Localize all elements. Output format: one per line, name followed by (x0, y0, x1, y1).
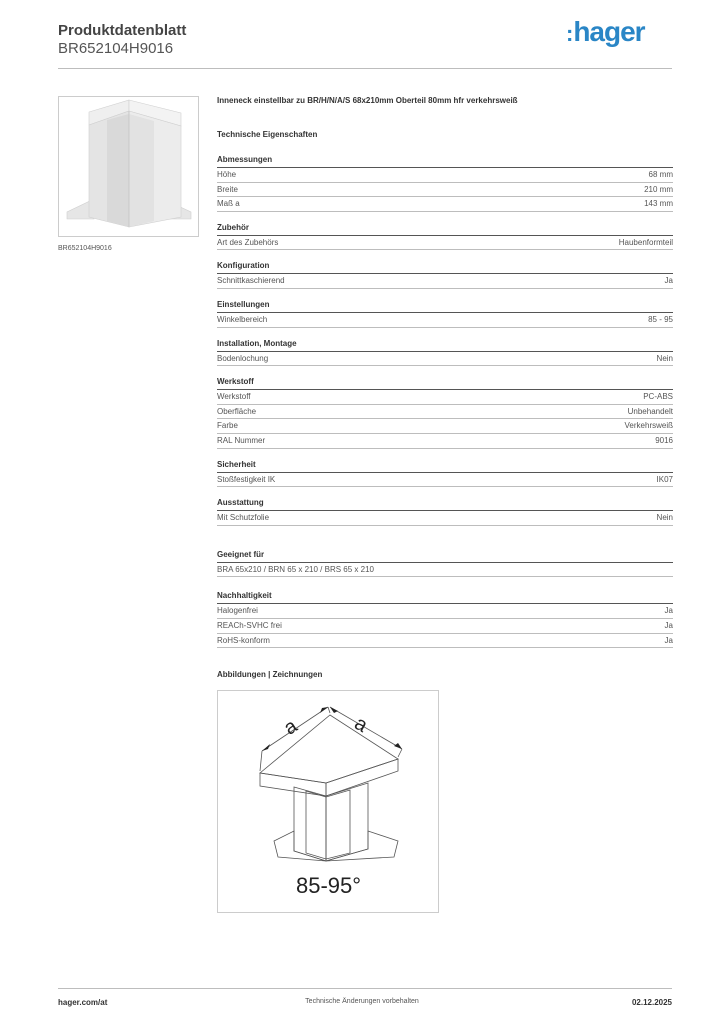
table-row: REACh-SVHC frei Ja (217, 619, 673, 634)
table-row: Schnittkaschierend Ja (217, 274, 673, 289)
table-row: Art des Zubehörs Haubenformteil (217, 236, 673, 251)
section-sustainability: Nachhaltigkeit Halogenfrei Ja REACh-SVHC frei Ja RoHS-konform Ja (217, 591, 673, 648)
dimension-a-right: a (350, 712, 372, 737)
table-row: Stoßfestigkeit IK IK07 (217, 473, 673, 488)
inner-corner-photo-icon (59, 97, 198, 236)
section-equipment: Ausstattung Mit Schutzfolie Nein (217, 498, 673, 526)
table-row: RoHS-konform Ja (217, 634, 673, 649)
product-image (58, 96, 199, 237)
table-row: Oberfläche Unbehandelt (217, 405, 673, 420)
angle-range-label: 85-95° (296, 873, 362, 898)
dimension-drawing-icon (218, 691, 438, 912)
section-settings: Einstellungen Winkelbereich 85 - 95 (217, 300, 673, 328)
table-row: Winkelbereich 85 - 95 (217, 313, 673, 328)
footer-disclaimer: Technische Änderungen vorbehalten (305, 998, 419, 1005)
properties-sections (217, 155, 673, 648)
table-row: Maß a 143 mm (217, 197, 673, 212)
section-configuration: Konfiguration Schnittkaschierend Ja (217, 261, 673, 289)
table-row: BRA 65x210 / BRN 65 x 210 / BRS 65 x 210 (217, 563, 673, 578)
product-description: Inneneck einstellbar zu BR/H/N/A/S 68x210mm Oberteil 80mm hfr verkehrsweiß (217, 96, 518, 105)
table-row: Farbe Verkehrsweiß (217, 419, 673, 434)
table-row: Halogenfrei Ja (217, 604, 673, 619)
footer-divider (58, 988, 672, 989)
section-installation: Installation, Montage Bodenlochung Nein (217, 339, 673, 367)
footer-website-link[interactable]: hager.com/at (58, 998, 108, 1007)
section-dimensions: Abmessungen Höhe 68 mm Breite 210 mm Maß a 143 mm (217, 155, 673, 212)
section-safety: Sicherheit Stoßfestigkeit IK IK07 (217, 460, 673, 488)
table-row: Werkstoff PC-ABS (217, 390, 673, 405)
section-accessory: Zubehör Art des Zubehörs Haubenformteil (217, 223, 673, 251)
section-suitable-for: Geeignet für BRA 65x210 / BRN 65 x 210 / BRS 65 x 210 (217, 550, 673, 578)
header-divider (58, 68, 672, 69)
section-material: Werkstoff Werkstoff PC-ABS Oberfläche Unbehandelt Farbe Verkehrsweiß RAL Nummer 9016 (217, 377, 673, 448)
table-row: Höhe 68 mm (217, 168, 673, 183)
technical-drawing (217, 690, 439, 913)
dimension-a-left: a (280, 715, 302, 740)
table-row: Bodenlochung Nein (217, 352, 673, 367)
product-code: BR652104H9016 (58, 40, 174, 57)
product-image-caption: BR652104H9016 (58, 245, 112, 252)
drawings-title: Abbildungen | Zeichnungen (217, 670, 323, 680)
tech-properties-title: Technische Eigenschaften (217, 130, 318, 139)
page-title: Produktdatenblatt (58, 22, 187, 39)
hager-logo[interactable]: :hager (566, 16, 645, 47)
table-row: Breite 210 mm (217, 183, 673, 198)
main-content (217, 96, 673, 679)
footer-date: 02.12.2025 (631, 998, 672, 1007)
table-row: Mit Schutzfolie Nein (217, 511, 673, 526)
logo-dots-icon: : (566, 21, 573, 46)
table-row: RAL Nummer 9016 (217, 434, 673, 449)
